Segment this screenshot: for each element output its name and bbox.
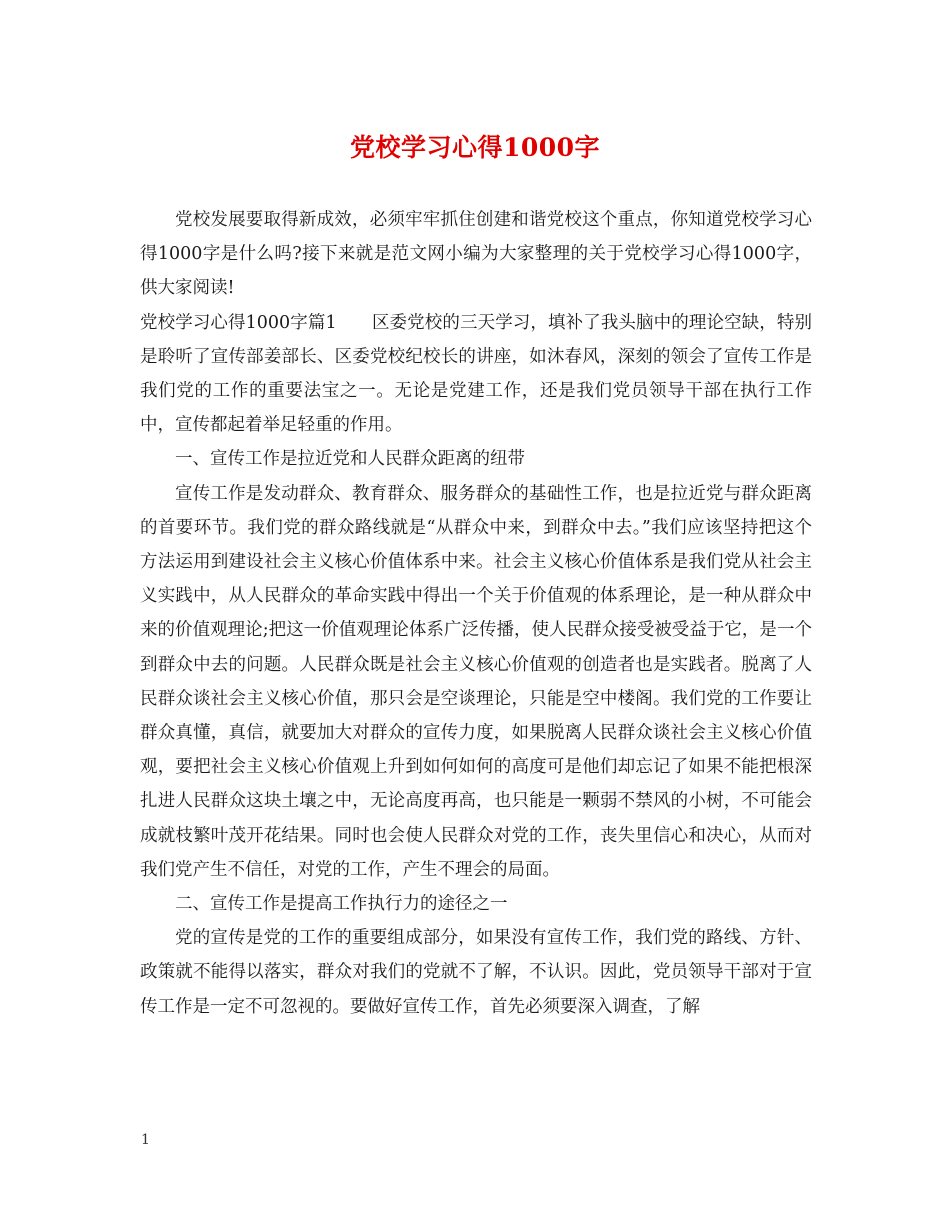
page-number: 1 xyxy=(141,1132,150,1148)
document-title: 党校学习心得1000字 xyxy=(349,133,601,162)
paragraph-section-two-body: 党的宣传是党的工作的重要组成部分，如果没有宣传工作，我们党的路线、方针、政策就不能得以落实，群众对我们的党就不了解，不认识。因此，党员领导干部对于宣传工作是一定不可忽视的。要做好宣传工作，首先必须要深入调查，了解 xyxy=(140,928,812,1017)
paragraph-intro: 党校发展要取得新成效，必须牢牢抓住创建和谐党校这个重点，你知道党校学习心得1000字是什么吗?接下来就是范文网小编为大家整理的关于党校学习心得1000字，供大家阅读! xyxy=(140,210,812,299)
document-body xyxy=(140,203,812,1024)
heading-section-two: 二、宣传工作是提高工作执行力的途径之一 xyxy=(175,894,508,915)
paragraph-section-1: 党校学习心得1000字篇1 区委党校的三天学习，填补了我头脑中的理论空缺，特别是聆听了宣传部姜部长、区委党校纪校长的讲座，如沐春风，深刻的领会了宣传工作是我们党的工作的重要法宝之一。无论是党建工作，还是我们党员领导干部在执行工作中，宣传都起着举足轻重的作用。 xyxy=(140,312,812,436)
heading-section-one: 一、宣传工作是拉近党和人民群众距离的纽带 xyxy=(175,449,525,470)
paragraph-section-one-body: 宣传工作是发动群众、教育群众、服务群众的基础性工作，也是拉近党与群众距离的首要环节。我们党的群众路线就是“从群众中来，到群众中去。”我们应该坚持把这个方法运用到建设社会主义核心价值体系中来。社会主义核心价值体系是我们党从社会主义实践中，从人民群众的革命实践中得出一个关于价值观的体系理论，是一种从群众中来的价值观理论;把这一价值观理论体系广泛传播，使人民群众接受被受益于它，是一个到群众中去的问题。人民群众既是社会主义核心价值观的创造者也是实践者。脱离了人民群众谈社会主义核心价值，那只会是空谈理论，只能是空中楼阁。我们党的工作要让群众真懂，真信，就要加大对群众的宣传力度，如果脱离人民群众谈社会主义核心价值观，要把社会主义核心价值观上升到如何如何的高度可是他们却忘记了如果不能把根深扎进人民群众这块土壤之中，无论高度再高，也只能是一颗弱不禁风的小树，不可能会成就枝繁叶茂开花结果。同时也会使人民群众对党的工作，丧失里信心和决心，从而对我们党产生不信任，对党的工作，产生不理会的局面。 xyxy=(140,483,812,880)
